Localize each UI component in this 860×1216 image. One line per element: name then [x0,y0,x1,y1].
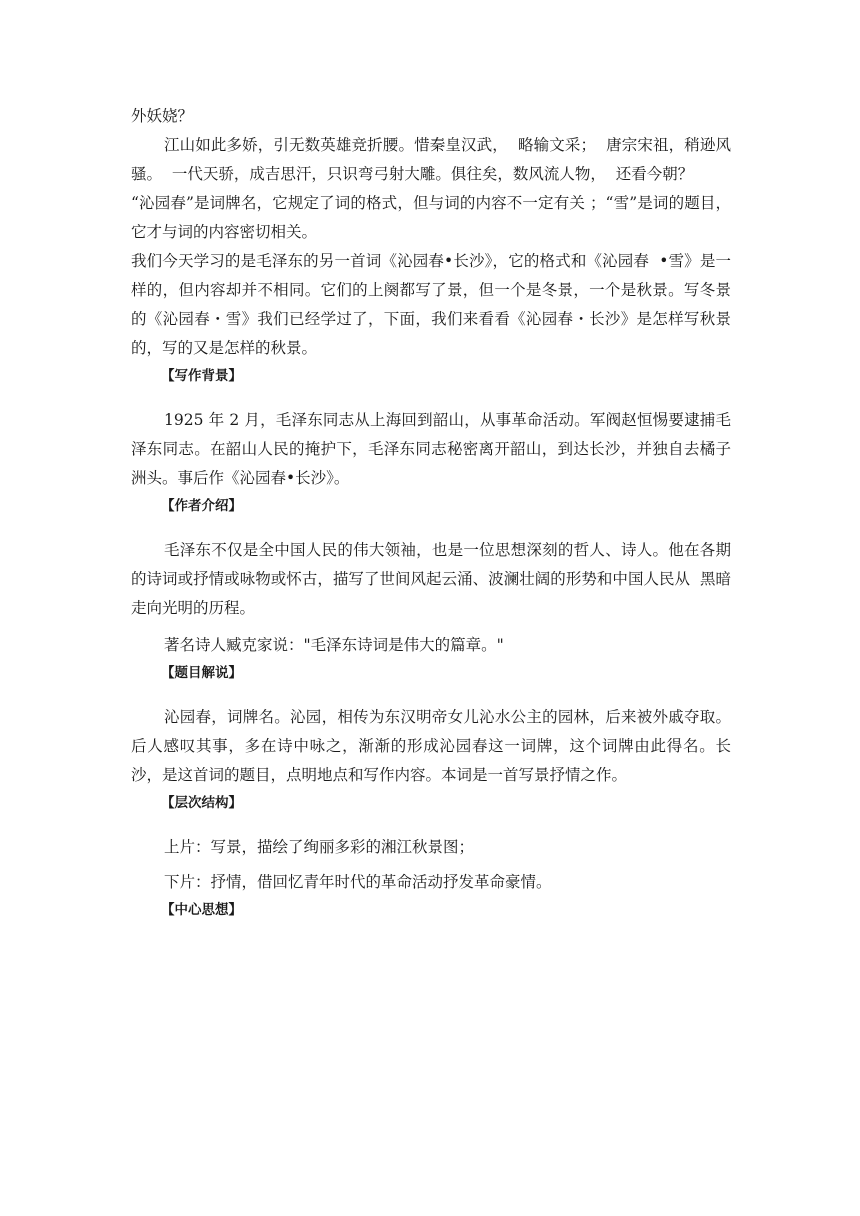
section-paragraph: 毛泽东不仅是全中国人民的伟大领袖，也是一位思想深刻的哲人、诗人。他在各期的诗词或抒情或咏物或怀古，描写了世间风起云涌、波澜壮阔的形势和中国人民从 黑暗走向光明的历程。 [131,541,731,617]
paragraph-continuation: 外妖娆？ [131,107,194,125]
section-heading-writing-background: 【写作背景】 [161,368,242,384]
title-explanation-paragraph: “沁园春”是词牌名，它规定了词的格式，但与词的内容不一定有关 ；“雪”是词的题目，它才与词的内容密切相关。 [131,194,731,241]
lesson-intro-paragraph: 我们今天学习的是毛泽东的另一首词《沁园春•长沙》，它的格式和《沁园春 •雪》是一样的，但内容却并不相同。它们的上阕都写了景，但一个是冬景，一个是秋景。写冬景的《沁园春・雪》我们已经学过了，下面，我们来看看《沁园春・长沙》是怎样写秋景的，写的又是怎样的秋景。 [131,252,731,357]
document-page [131,102,731,920]
section-paragraph: 下片：抒情，借回忆青年时代的革命活动抒发革命豪情。 [164,873,552,891]
section-heading-central-idea: 【中心思想】 [161,902,242,918]
section-paragraph: 上片：写景，描绘了绚丽多彩的湘江秋景图； [164,838,475,856]
section-heading-structure: 【层次结构】 [161,795,242,811]
section-heading-title-explanation: 【题目解说】 [161,665,242,681]
section-paragraph: 1925 年 2 月，毛泽东同志从上海回到韶山，从事革命活动。军阀赵恒惕要逮捕毛泽东同志。在韶山人民的掩护下，毛泽东同志秘密离开韶山，到达长沙，并独自去橘子洲头。事后作《沁园春•长沙》。 [131,411,731,487]
poem-excerpt-paragraph: 江山如此多娇，引无数英雄竞折腰。惜秦皇汉武， 略输文采； 唐宗宋祖，稍逊风骚。 一代天骄，成吉思汗，只识弯弓射大雕。俱往矣，数风流人物， 还看今朝？ [131,136,731,183]
section-heading-author-intro: 【作者介绍】 [161,498,242,514]
section-paragraph: 沁园春，词牌名。沁园，相传为东汉明帝女儿沁水公主的园林，后来被外戚夺取。后人感叹其事，多在诗中咏之，渐渐的形成沁园春这一词牌，这个词牌由此得名。长沙，是这首词的题目，点明地点和写作内容。本词是一首写景抒情之作。 [131,708,731,784]
section-paragraph: 著名诗人臧克家说："毛泽东诗词是伟大的篇章。" [164,636,504,654]
